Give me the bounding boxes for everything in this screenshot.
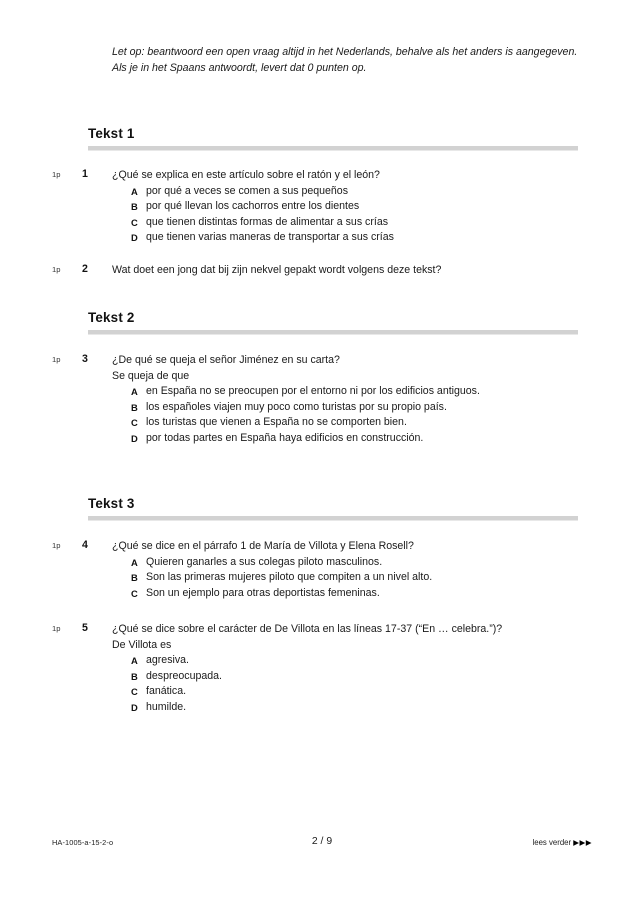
question-points: 1p — [52, 541, 61, 550]
question-body — [112, 263, 582, 279]
option-letter: B — [131, 572, 138, 584]
option-list — [112, 555, 582, 602]
option-letter: A — [131, 185, 138, 197]
question-number: 4 — [82, 539, 88, 551]
option-text: Son un ejemplo para otras deportistas femeninas. — [146, 586, 380, 599]
option-b[interactable] — [112, 669, 582, 685]
question-points: 1p — [52, 265, 61, 274]
triple-right-arrow-icon: ▶▶▶ — [573, 838, 592, 847]
option-c[interactable] — [112, 415, 582, 431]
option-letter: C — [131, 417, 138, 429]
continue-label: lees verder — [532, 838, 572, 847]
question-points: 1p — [52, 355, 61, 364]
question-points: 1p — [52, 170, 61, 179]
option-letter: A — [131, 386, 138, 398]
option-d[interactable] — [112, 230, 582, 246]
option-b[interactable] — [112, 400, 582, 416]
question-4 — [52, 539, 592, 601]
option-list — [112, 384, 582, 446]
page-footer — [52, 836, 592, 852]
option-letter: B — [131, 670, 138, 682]
question-text: ¿De qué se queja el señor Jiménez en su carta? — [112, 354, 340, 366]
section-heading-tekst-2 — [88, 310, 578, 335]
question-3 — [52, 353, 592, 447]
option-c[interactable] — [112, 586, 582, 602]
option-a[interactable] — [112, 384, 582, 400]
question-number: 3 — [82, 353, 88, 365]
option-letter: A — [131, 655, 138, 667]
option-letter: B — [131, 401, 138, 413]
option-list — [112, 184, 582, 246]
question-points: 1p — [52, 624, 61, 633]
option-text: los españoles viajen muy poco como turistas por su propio país. — [146, 400, 447, 413]
continue-notice — [533, 838, 592, 847]
question-body — [112, 622, 582, 716]
question-body — [112, 539, 582, 601]
section-divider — [88, 516, 578, 521]
option-letter: C — [131, 216, 138, 228]
option-a[interactable] — [112, 555, 582, 571]
option-letter: B — [131, 201, 138, 213]
question-body — [112, 168, 582, 246]
page-number: 2 / 9 — [311, 836, 333, 847]
option-text: por todas partes en España haya edificios en construcción. — [146, 431, 424, 444]
section-divider — [88, 330, 578, 335]
option-text: agresiva. — [146, 654, 189, 667]
instruction-notice: Let op: beantwoord een open vraag altijd in het Nederlands, behalve als het anders is aangegeven. Als je in het Spaans antwoordt, levert dat 0 punten op. — [112, 46, 578, 75]
option-text: Son las primeras mujeres piloto que compiten a un nivel alto. — [146, 571, 433, 584]
option-text: que tienen distintas formas de alimentar a sus crías — [146, 215, 389, 228]
option-text: despreocupada. — [146, 669, 222, 682]
option-text: los turistas que vienen a España no se comporten bien. — [146, 416, 407, 429]
option-b[interactable] — [112, 570, 582, 586]
option-letter: D — [131, 232, 138, 244]
section-heading-tekst-3 — [88, 496, 578, 521]
option-a[interactable] — [112, 184, 582, 200]
question-number: 5 — [82, 622, 88, 634]
option-letter: C — [131, 686, 138, 698]
option-d[interactable] — [112, 700, 582, 716]
option-c[interactable] — [112, 684, 582, 700]
option-a[interactable] — [112, 653, 582, 669]
option-letter: A — [131, 556, 138, 568]
question-text: ¿Qué se explica en este artículo sobre el ratón y el león? — [112, 169, 380, 181]
section-divider — [88, 146, 578, 151]
exam-code: HA-1005-a-15-2-o — [52, 838, 114, 847]
option-letter: D — [131, 432, 138, 444]
question-number: 2 — [82, 263, 88, 275]
option-letter: C — [131, 587, 138, 599]
question-text: ¿Qué se dice en el párrafo 1 de María de Villota y Elena Rosell? — [112, 540, 414, 552]
option-text: Quieren ganarles a sus colegas piloto masculinos. — [146, 555, 383, 568]
option-text: humilde. — [146, 700, 187, 713]
question-2 — [52, 263, 592, 279]
option-text: en España no se preocupen por el entorno ni por los edificios antiguos. — [146, 385, 480, 398]
option-text: por qué a veces se comen a sus pequeños — [146, 184, 349, 197]
section-title: Tekst 2 — [88, 310, 135, 325]
option-d[interactable] — [112, 431, 582, 447]
section-title: Tekst 1 — [88, 126, 135, 141]
question-1 — [52, 168, 592, 246]
question-text: ¿Qué se dice sobre el carácter de De Villota en las líneas 17-37 (“En … celebra.”)? — [112, 623, 503, 635]
option-list — [112, 653, 582, 715]
question-number: 1 — [82, 168, 88, 180]
option-b[interactable] — [112, 199, 582, 215]
question-stem: De Villota es — [112, 638, 172, 651]
question-5 — [52, 622, 592, 716]
section-heading-tekst-1 — [88, 126, 578, 151]
option-text: fanática. — [146, 685, 187, 698]
option-text: por qué llevan los cachorros entre los dientes — [146, 200, 360, 213]
question-stem: Se queja de que — [112, 369, 190, 382]
option-letter: D — [131, 701, 138, 713]
section-title: Tekst 3 — [88, 496, 135, 511]
option-text: que tienen varias maneras de transportar a sus crías — [146, 231, 394, 244]
question-text: Wat doet een jong dat bij zijn nekvel gepakt wordt volgens deze tekst? — [112, 264, 442, 276]
option-c[interactable] — [112, 215, 582, 231]
question-body — [112, 353, 582, 447]
